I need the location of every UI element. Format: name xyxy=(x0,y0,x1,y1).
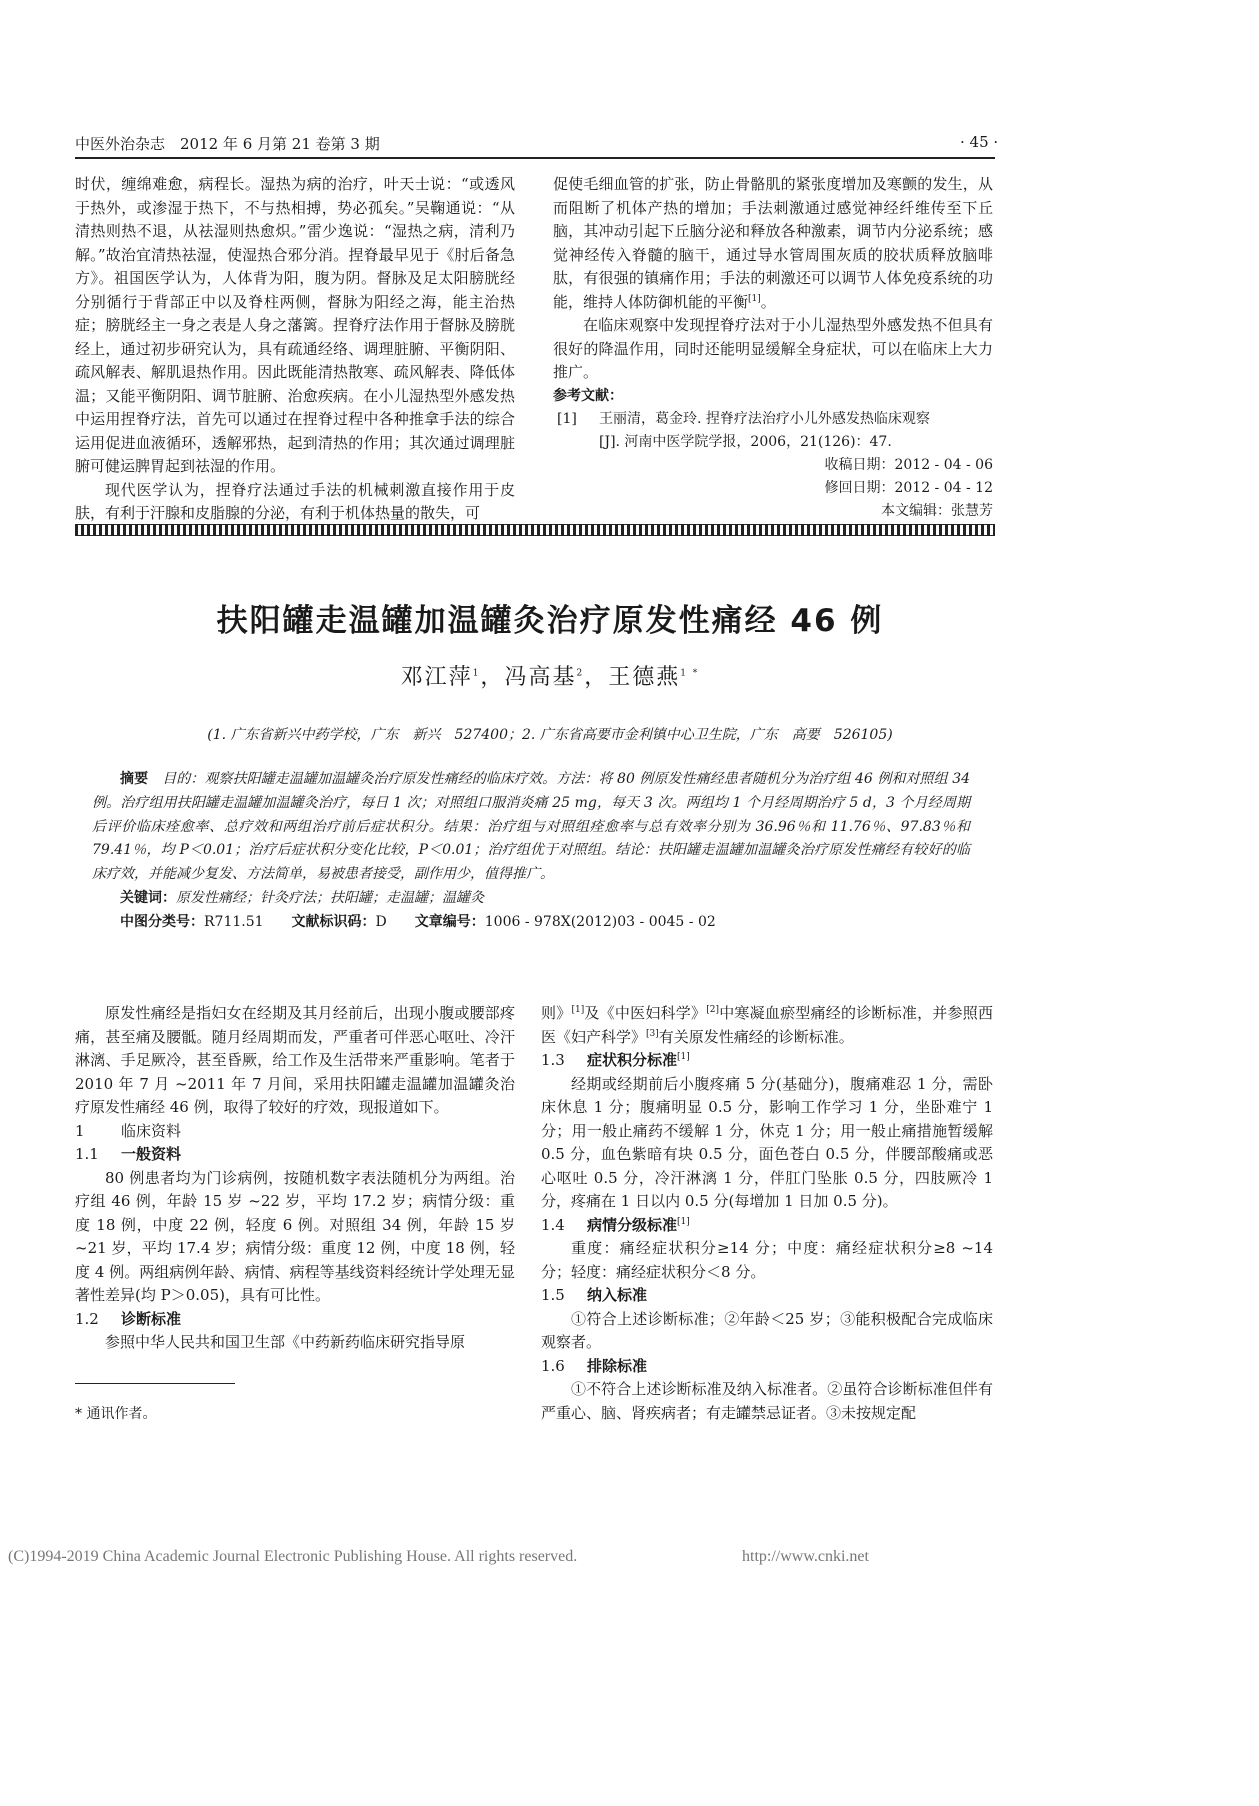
prev-paragraph: 在临床观察中发现捏脊疗法对于小儿湿热型外感发热不但具有很好的降温作用，同时还能明显缓解全身症状，可以在临床上大力推广。 xyxy=(553,316,993,381)
subsection-heading: 1.3 症状积分标准[1] xyxy=(541,1051,690,1069)
subsection-heading: 1.4 病情分级标准[1] xyxy=(541,1215,690,1234)
abstract-block xyxy=(92,768,970,935)
body-paragraph: 参照中华人民共和国卫生部《中药新药临床研究指导原 xyxy=(105,1333,466,1351)
section-heading: 1 临床资料 xyxy=(75,1121,182,1140)
abstract-label: 摘要 xyxy=(120,771,149,787)
body-right-column xyxy=(541,1002,993,1425)
body-paragraph: 80 例患者均为门诊病例，按随机数字表法随机分为两组。治疗组 46 例，年龄 15 岁 ~22 岁，平均 17.2 岁；病情分级：重度 18 例，中度 22 例，轻度 6 例。对照组 34 例，年龄 15 岁 ~21 岁，平均 17.4 岁；病情分级：重度 12 例，中度 18 例，轻度 4 例。两组病例年龄、病情、病程等基线资料经统计学处理无显著性差异(均 P＞0.05)，具有可比性。 xyxy=(75,1168,515,1304)
body-paragraph: 则》[1]及《中医妇科学》[2]中寒凝血瘀型痛经的诊断标准，并参照西医《妇产科学》[3]有关原发性痛经的诊断标准。 xyxy=(541,1004,993,1046)
body-paragraph: ①符合上述诊断标准；②年龄＜25 岁；③能积极配合完成临床观察者。 xyxy=(541,1309,993,1351)
prev-paragraph: 现代医学认为，捏脊疗法通过手法的机械刺激直接作用于皮肤，有利于汗腺和皮脂腺的分泌，有利于机体热量的散失，可 xyxy=(75,480,515,522)
revised-date: 修回日期：2012 - 04 - 12 xyxy=(824,480,993,496)
abstract: 摘要 目的：观察扶阳罐走温罐加温罐灸治疗原发性痛经的临床疗效。方法：将 80 例原发性痛经患者随机分为治疗组 46 例和对照组 34 例。治疗组用扶阳罐走温罐加温罐灸治疗，每日 1 次；对照组口服消炎痛 25 mg，每天 3 次。两组均 1 个月经周期治疗 5 d，3 个月经周期后评价临床痊愈率、总疗效和两组治疗前后症状积分。结果：治疗组与对照组痊愈率与总有效率分别为 36.96％和 11.76％、97.83％和 79.41％，均 P＜0.01；治疗后症状积分变化比较，P＜0.01；治疗组优于对照组。结论：扶阳罐走温罐加温罐灸治疗原发性痛经有较好的临床疗效，并能减少复发、方法简单，易被患者接受，副作用少，值得推广。 xyxy=(92,771,971,883)
prev-paragraph: 促使毛细血管的扩张，防止骨骼肌的紧张度增加及寒颤的发生，从而阻断了机体产热的增加；手法刺激通过感觉神经纤维传至下丘脑，其冲动引起下丘脑分泌和释放各种激素，调节内分泌系统；感觉神经传入脊髓的脑干，通过导水管周围灰质的胶状质释放脑啡肽，有很强的镇痛作用；手法的刺激还可以调节人体免疫系统的功能，维持人体防御机能的平衡[1]。 xyxy=(553,175,993,311)
citation: [1] xyxy=(748,293,761,304)
reference-number: [1] xyxy=(557,411,577,427)
intro-paragraph: 原发性痛经是指妇女在经期及其月经前后，出现小腹或腰部疼痛，甚至痛及腰骶。随月经周期而发，严重者可伴恶心呕吐、冷汗淋漓、手足厥冷，甚至昏厥，给工作及生活带来严重影响。笔者于 2010 年 7 月 ~2011 年 7 月间，采用扶阳罐走温罐加温罐灸治疗原发性痛经 46 例，取得了较好的疗效，现报道如下。 xyxy=(75,1004,515,1116)
prev-article-left-column xyxy=(75,173,515,526)
article-dates xyxy=(553,454,993,523)
reference-item xyxy=(553,408,993,454)
prev-article-right-column xyxy=(553,173,993,523)
author-name: 冯高基 xyxy=(504,665,577,690)
body-paragraph: ①不符合上述诊断标准及纳入标准者。②虽符合诊断标准但伴有严重心、脑、肾疾病者；有走罐禁忌证者。③未按规定配 xyxy=(541,1380,993,1422)
footnote-rule xyxy=(75,1383,235,1384)
author-list: 邓江萍$^1$，冯高基$^2$，王德燕$^{1 *}$ xyxy=(400,665,700,690)
keywords: 关键词：原发性痛经；针灸疗法；扶阳罐；走温罐；温罐灸 xyxy=(120,889,484,906)
article-separator xyxy=(75,524,995,536)
subsection-heading: 1.5 纳入标准 xyxy=(541,1286,648,1304)
editor-credit: 本文编辑：张慧芳 xyxy=(881,503,993,519)
received-date: 收稿日期：2012 - 04 - 06 xyxy=(824,457,993,473)
footnote: * 通讯作者。 xyxy=(75,1406,157,1422)
subsection-heading: 1.6 排除标准 xyxy=(541,1356,648,1375)
body-paragraph: 经期或经期前后小腹疼痛 5 分(基础分)，腹痛难忍 1 分，需卧床休息 1 分；腹痛明显 0.5 分，影响工作学习 1 分，坐卧难宁 1 分；用一般止痛药不缓解 1 分，休克 1 分；用一般止痛措施暂缓解 0.5 分，血色紫暗有块 0.5 分，面色苍白 0.5 分，伴腰部酸痛或恶心呕吐 0.5 分，冷汗淋漓 1 分，伴肛门坠胀 0.5 分，四肢厥冷 1 分，疼痛在 1 日以内 0.5 分(每增加 1 日加 0.5 分)。 xyxy=(541,1074,993,1210)
author-name: 王德燕 xyxy=(608,665,681,690)
references-heading: 参考文献： xyxy=(553,387,623,404)
body-paragraph: 重度：痛经症状积分≥14 分；中度：痛经症状积分≥8 ~14 分；轻度：痛经症状积分＜8 分。 xyxy=(541,1239,993,1281)
copyright-notice: (C)1994-2019 China Academic Journal Electronic Publishing House. All rights reserved. xyxy=(8,1548,578,1565)
page-number: · 45 · xyxy=(960,133,999,151)
body-left-column xyxy=(75,1002,515,1355)
author-name: 邓江萍 xyxy=(400,665,473,690)
classification-line: 中图分类号：R711.51 文献标识码：D 文章编号：1006 - 978X(2012)03 - 0045 - 02 xyxy=(120,913,716,930)
header-rule xyxy=(75,157,995,159)
article-title: 扶阳罐走温罐加温罐灸治疗原发性痛经 46 例 xyxy=(216,603,884,639)
subsection-heading: 1.1 一般资料 xyxy=(75,1145,182,1163)
cnki-link[interactable]: http://www.cnki.net xyxy=(742,1548,869,1565)
affiliation: (1. 广东省新兴中药学校，广东 新兴 527400；2. 广东省高要市金利镇中心卫生院，广东 高要 526105) xyxy=(207,727,893,743)
prev-paragraph: 时伏，缠绵难愈，病程长。湿热为病的治疗，叶天士说：“或透风于热外，或渗湿于热下，不与热相搏，势必孤矣。”吴鞠通说：“从清热则热不退，从祛湿则热愈炽。”雷少逸说：“湿热之病，清利乃解。”故治宜清热祛湿，使湿热合邪分消。捏脊最早见于《肘后备急方》。祖国医学认为，人体背为阳，腹为阴。督脉及足太阳膀胱经分别循行于背部正中以及脊柱两侧，督脉为阳经之海，能主治热症；膀胱经主一身之表是人身之藩篱。捏脊疗法作用于督脉及膀胱经上，通过初步研究认为，具有疏通经络、调理脏腑、平衡阴阳、疏风解表、解肌退热作用。因此既能清热散寒、疏风解表、降低体温；又能平衡阴阳、调节脏腑、治愈疾病。在小儿湿热型外感发热中运用捏脊疗法，首先可以通过在捏脊过程中各种推拿手法的综合运用促进血液循环，透解邪热，起到清热的作用；其次通过调理脏腑可健运脾胃起到祛湿的作用。 xyxy=(75,175,515,475)
reference-text: 王丽清，葛金玲. 捏脊疗法治疗小儿外感发热临床观察 [J]. 河南中医学院学报，2006，21(126)：47. xyxy=(599,411,930,450)
journal-header: 中医外治杂志 2012 年 6 月第 21 卷第 3 期 xyxy=(75,135,380,153)
subsection-heading: 1.2 诊断标准 xyxy=(75,1309,182,1328)
